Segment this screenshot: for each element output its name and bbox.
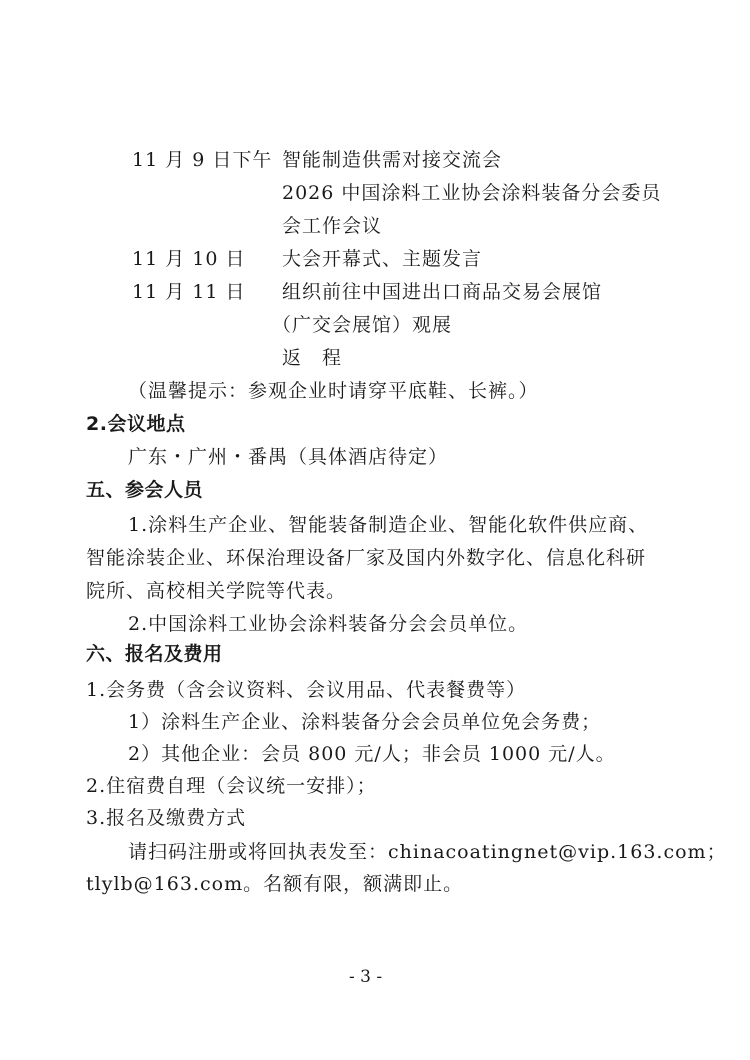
schedule-item: 返 程 (282, 347, 343, 369)
schedule-item: 会工作会议 (282, 215, 383, 237)
fees-sub1: 1）涂料生产企业、涂料装备分会会员单位免会务费； (128, 711, 602, 733)
fees-heading: 六、报名及费用 (86, 643, 223, 665)
schedule-item: （广交会展馆）观展 (272, 314, 453, 336)
attendees-para1-line: 院所、高校相关学院等代表。 (86, 580, 347, 602)
schedule-date: 11 月 10 日 (132, 248, 246, 270)
schedule-item: 2026 中国涂料工业协会涂料装备分会委员 (282, 182, 662, 204)
attendees-heading: 五、参会人员 (86, 479, 204, 501)
venue-text: 广东・广州・番禺（具体酒店待定） (128, 446, 449, 468)
attendees-para1-line: 智能涂装企业、环保治理设备厂家及国内外数字化、信息化科研 (86, 547, 647, 569)
attendees-para1-line: 1.涂料生产企业、智能装备制造企业、智能化软件供应商、 (128, 514, 649, 536)
schedule-date: 11 月 11 日 (132, 281, 246, 303)
fees-sub2: 2）其他企业：会员 800 元/人；非会员 1000 元/人。 (128, 743, 616, 765)
fees-item1: 1.会务费（含会议资料、会议用品、代表餐费等） (86, 679, 527, 701)
venue-heading: 2.会议地点 (86, 413, 186, 435)
attendees-para2: 2.中国涂料工业协会涂料装备分会会员单位。 (128, 613, 529, 635)
fees-item3: 3.报名及缴费方式 (86, 807, 247, 829)
schedule-item: 大会开幕式、主题发言 (282, 248, 483, 270)
schedule-item: 组织前往中国进出口商品交易会展馆 (282, 281, 603, 303)
schedule-item: 智能制造供需对接交流会 (282, 149, 503, 171)
contact-line: 请扫码注册或将回执表发至：chinacoatingnet@vip.163.com； (128, 841, 727, 863)
contact-line: tlylb@163.com。名额有限，额满即止。 (86, 873, 464, 895)
fees-item2: 2.住宿费自理（会议统一安排）； (86, 775, 377, 797)
page-number: - 3 - (349, 967, 383, 987)
schedule-date: 11 月 9 日下午 (132, 149, 273, 171)
tip-note: （温馨提示：参观企业时请穿平底鞋、长裤。） (128, 380, 539, 402)
